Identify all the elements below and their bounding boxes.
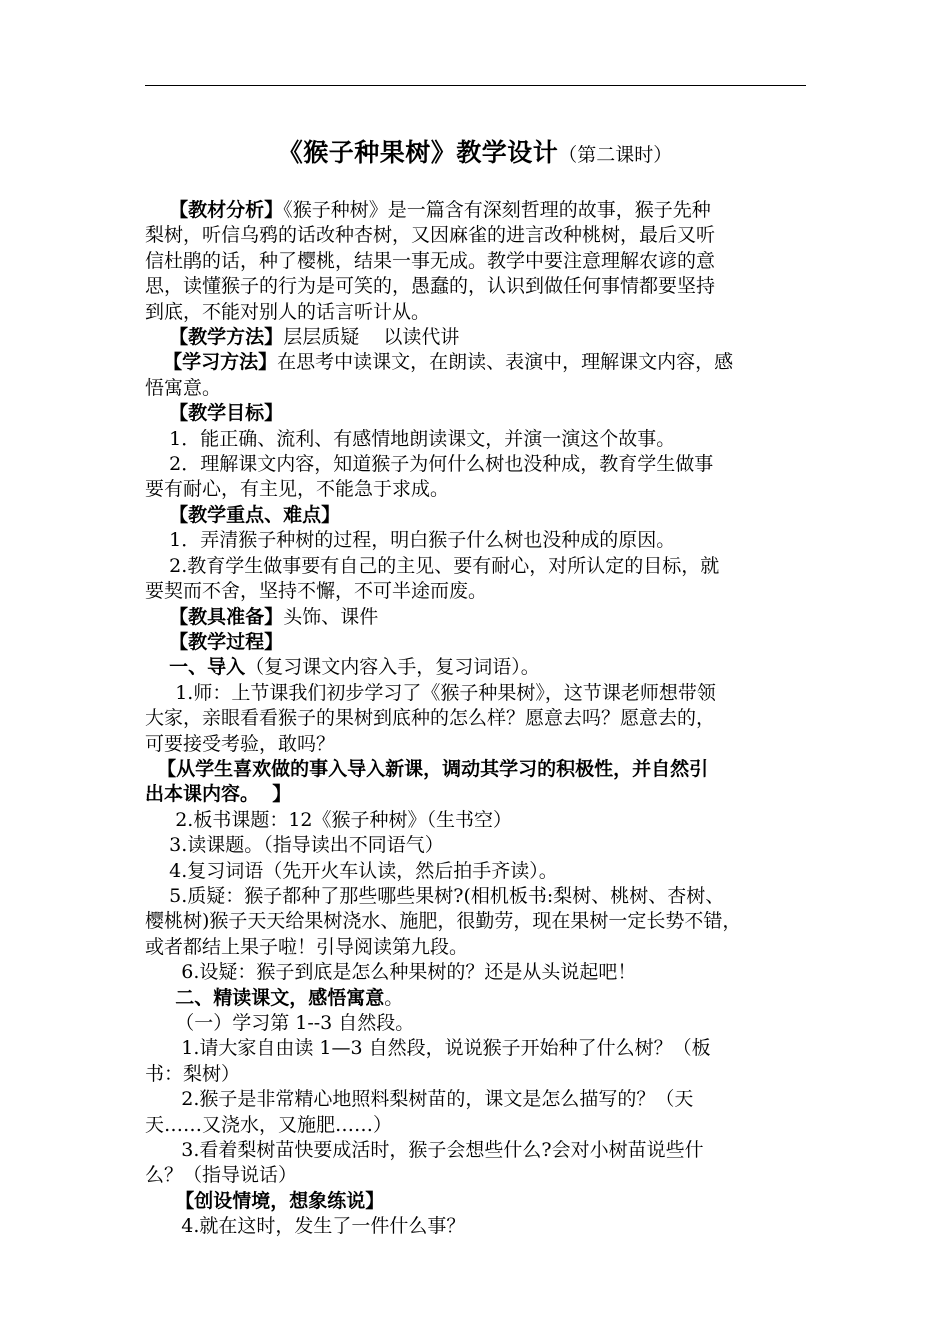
text: [145, 504, 169, 526]
paragraph: [145, 757, 809, 808]
header-rule: [145, 85, 806, 86]
text-line: [145, 223, 809, 248]
bold-text: 【教学目标】: [169, 402, 284, 425]
paragraph: [145, 681, 809, 757]
paragraph: [145, 605, 809, 630]
text-line: [145, 1113, 809, 1138]
text: [145, 326, 169, 348]
paragraph: [145, 325, 809, 350]
text-line: [145, 706, 809, 731]
bold-text: 【教具准备】: [169, 605, 284, 628]
paragraph: [145, 884, 809, 960]
paragraph: [145, 1214, 809, 1239]
paragraph: [145, 1087, 809, 1138]
text-line: [145, 1214, 809, 1239]
text: （一）学习第 1--3 自然段。: [145, 1012, 415, 1034]
text-line: [145, 935, 809, 960]
text-line: [145, 1189, 809, 1214]
text-line: [145, 757, 809, 782]
text-line: [145, 1163, 809, 1188]
bold-text: 【教学重点、难点】: [169, 503, 341, 526]
text-line: [145, 579, 809, 604]
text: 1．弄清猴子种树的过程，明白猴子什么树也没种成的原因。: [145, 529, 676, 552]
text: [145, 987, 175, 1009]
paragraph: [145, 1138, 809, 1189]
text-line: [145, 198, 809, 223]
paragraph: [145, 528, 809, 553]
text: 可要接受考验，敢吗？: [145, 732, 336, 755]
paragraph: [145, 630, 809, 655]
text: 么？（指导说话）: [145, 1164, 298, 1187]
text-line: [145, 427, 809, 452]
text-line: [145, 554, 809, 579]
bold-text: 【学习方法】: [163, 351, 278, 374]
text: 5.质疑：猴子都种了那些哪些果树?(相机板书:梨树、桃树、杏树、: [145, 884, 725, 907]
text: 层层质疑 以读代讲: [283, 326, 460, 349]
text-line: [145, 833, 809, 858]
text-line: [145, 452, 809, 477]
document-title: [0, 133, 950, 169]
text-line: [145, 1062, 809, 1087]
text-line: [145, 1011, 809, 1036]
paragraph: [145, 554, 809, 605]
paragraph: [145, 808, 809, 833]
text: 大家，亲眼看看猴子的果树到底种的怎么样？愿意去吗？愿意去的，: [145, 707, 716, 730]
text: 樱桃树)猴子天天给果树浇水、施肥，很勤劳，现在果树一定长势不错，: [145, 910, 742, 933]
text-line: [145, 655, 809, 680]
text-line: [145, 300, 809, 325]
text: 要有耐心，有主见，不能急于求成。: [145, 478, 450, 501]
bold-text: 二、精读课文，感悟寓意: [175, 986, 385, 1009]
text-line: [145, 376, 809, 401]
text-line: [145, 401, 809, 426]
paragraph: [145, 401, 809, 426]
text-line: [145, 732, 809, 757]
paragraph: [145, 960, 809, 985]
text: 2.猴子是非常精心地照料梨树苗的，课文是怎么描写的？（天: [145, 1088, 694, 1111]
text-line: [145, 782, 809, 807]
text: [145, 631, 169, 653]
text: 思，读懂猴子的行为是可笑的，愚蠢的，认识到做任何事情都要坚持: [145, 275, 716, 298]
text: [145, 606, 169, 628]
paragraph: [145, 452, 809, 503]
paragraph: [145, 859, 809, 884]
document-body: [145, 198, 809, 1240]
text-line: [145, 681, 809, 706]
text: 书：梨树）: [145, 1062, 241, 1085]
text: 。: [384, 986, 404, 1009]
text-line: [145, 503, 809, 528]
text-line: [145, 986, 809, 1011]
bold-text: 【从学生喜欢做的事入导入新课，调动其学习的积极性，并自然引: [157, 757, 709, 780]
text-line: [145, 528, 809, 553]
text: 在思考中读课文，在朗读、表演中，理解课文内容，感: [277, 351, 734, 374]
text: 6.设疑：猴子到底是怎么种果树的？还是从头说起吧！: [145, 961, 637, 984]
text: 3.读课题。（指导读出不同语气）: [145, 834, 444, 857]
paragraph: [145, 198, 809, 325]
text: 4.复习词语（先开火车认读，然后拍手齐读）。: [145, 859, 558, 882]
text: 2.板书课题：12《猴子种树》（生书空）: [145, 808, 513, 831]
text-line: [145, 960, 809, 985]
text: 1.请大家自由读 1—3 自然段，说说猴子开始种了什么树？（板: [145, 1037, 711, 1060]
text: 到底，不能对别人的话言听计从。: [145, 300, 431, 323]
text: 要契而不舍，坚持不懈，不可半途而废。: [145, 580, 488, 603]
paragraph: [145, 1011, 809, 1036]
text-line: [145, 859, 809, 884]
text-line: [145, 274, 809, 299]
text-line: [145, 477, 809, 502]
text: 1．能正确、流利、有感情地朗读课文，并演一演这个故事。: [145, 427, 676, 450]
text: [145, 656, 169, 678]
text: 2．理解课文内容，知道猴子为何什么树也没种成，教育学生做事: [145, 453, 714, 476]
text-line: [145, 630, 809, 655]
text-line: [145, 325, 809, 350]
bold-text: 一、导入: [169, 656, 246, 679]
text-line: [145, 1138, 809, 1163]
text-line: [145, 249, 809, 274]
text: 信杜鹃的话，种了樱桃，结果一事无成。教学中要注意理解农谚的意: [145, 249, 716, 272]
text: 或者都结上果子啦！引导阅读第九段。: [145, 935, 469, 958]
paragraph: [145, 427, 809, 452]
text: [145, 402, 169, 424]
text-line: [145, 1036, 809, 1061]
text-line: [145, 605, 809, 630]
text-line: [145, 909, 809, 934]
text: 1.师：上节课我们初步学习了《猴子种果树》，这节课老师想带领: [145, 681, 716, 704]
title-main: 《猴子种果树》教学设计: [277, 138, 559, 167]
text-line: [145, 1087, 809, 1112]
paragraph: [145, 350, 809, 401]
text-line: [145, 884, 809, 909]
paragraph: [145, 503, 809, 528]
paragraph: [145, 1036, 809, 1087]
text: 悟寓意。: [145, 376, 222, 399]
text: （复习课文内容入手，复习词语）。: [245, 656, 540, 679]
text: 3.看着梨树苗快要成活时，猴子会想些什么?会对小树苗说些什: [145, 1139, 704, 1162]
paragraph: [145, 1189, 809, 1214]
bold-text: 【教材分析】: [169, 199, 284, 221]
bold-text: 【创设情境，想象练说】: [175, 1189, 385, 1212]
paragraph: [145, 986, 809, 1011]
text: [145, 758, 157, 780]
text: [145, 351, 163, 373]
text: 头饰、课件: [283, 605, 379, 628]
title-subtitle: （第二课时）: [558, 144, 673, 166]
text-line: [145, 350, 809, 375]
text: 梨树，听信乌鸦的话改种杏树，又因麻雀的进言改种桃树，最后又听: [145, 224, 716, 247]
text: 2.教育学生做事要有自己的主见、要有耐心，对所认定的目标，就: [145, 554, 720, 577]
paragraph: [145, 833, 809, 858]
text-line: [145, 808, 809, 833]
text: 天……又浇水，又施肥……）: [145, 1113, 393, 1136]
paragraph: [145, 655, 809, 680]
bold-text: 【教学过程】: [169, 630, 284, 653]
bold-text: 【教学方法】: [169, 326, 284, 349]
text: 4.就在这时，发生了一件什么事？: [145, 1215, 466, 1238]
bold-text: 出本课内容。 】: [145, 783, 292, 806]
text: [145, 199, 169, 221]
text: [145, 1190, 175, 1212]
text: 《猴子种树》是一篇含有深刻哲理的故事，猴子先种: [283, 199, 711, 221]
